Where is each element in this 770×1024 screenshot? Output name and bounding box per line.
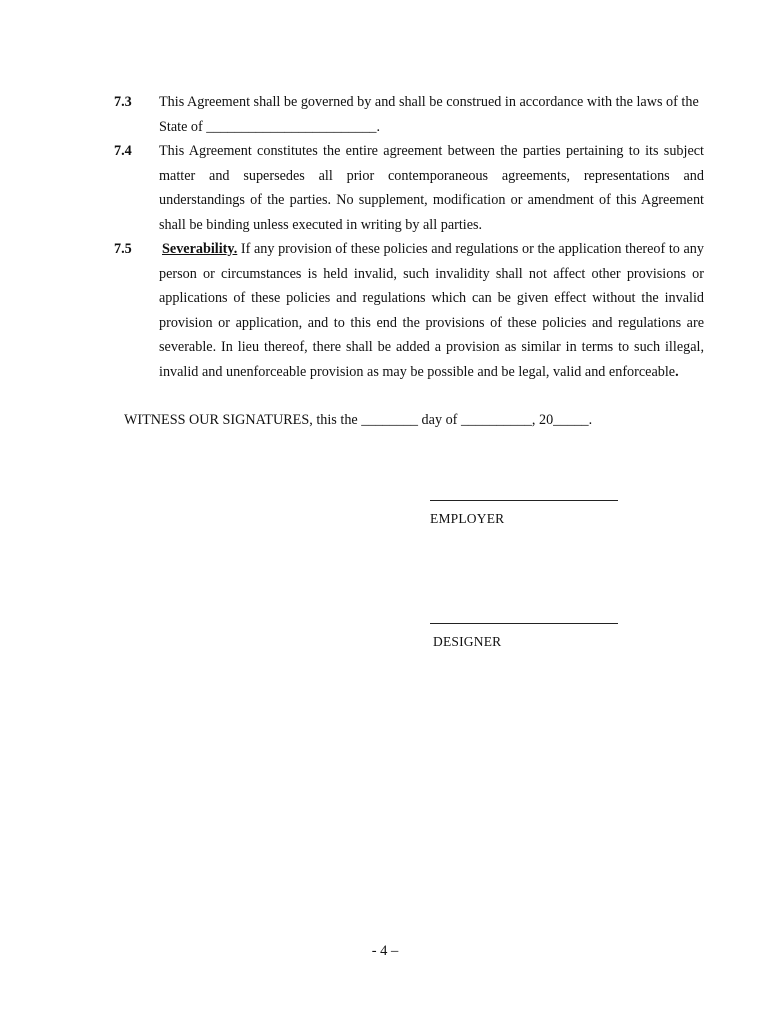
designer-signature-line — [430, 623, 618, 624]
section-7-3 — [114, 90, 704, 139]
section-text — [159, 90, 704, 139]
section-7-5 — [114, 237, 704, 384]
section-number: 7.3 — [114, 94, 132, 110]
section-number: 7.4 — [114, 143, 132, 159]
section-text-line: This Agreement shall be governed by and shall be construed in accordance with the laws of the — [159, 94, 699, 110]
employer-label: EMPLOYER — [430, 511, 505, 526]
section-text: If any provision of these policies and regulations or the application thereof to any person or circumstances is held invalid, such invalidity shall not affect other provisions or applications of these policies and regulations which can be given effect without the invalid provision or application, and to this end the provisions of these policies and regulations are severable. In lieu thereof, there shall be added a provision as similar in terms to such illegal, invalid and unenforceable provision as may be possible and be legal, valid and enforceable — [159, 241, 704, 380]
section-7-4 — [114, 139, 704, 237]
section-number: 7.5 — [114, 241, 132, 257]
section-text-container — [159, 237, 704, 384]
section-text: This Agreement constitutes the entire agreement between the parties pertaining to its subject matter and supersedes all prior contemporaneous agreements, representations and understandings of the parties. No supplement, modification or amendment of this Agreement shall be binding unless executed in writing by all parties. — [159, 143, 704, 233]
employer-signature-line — [430, 500, 618, 501]
designer-signature-block — [430, 623, 620, 650]
designer-label: DESIGNER — [433, 634, 502, 649]
employer-signature-block — [430, 500, 620, 527]
section-end-period: . — [675, 363, 679, 380]
page-number: - 4 – — [371, 943, 399, 959]
state-of-line: State of ________________________. — [159, 118, 381, 135]
severability-heading: Severability. — [162, 241, 238, 257]
witness-line: WITNESS OUR SIGNATURES, this the ________ day of __________, 20_____. — [124, 412, 593, 428]
